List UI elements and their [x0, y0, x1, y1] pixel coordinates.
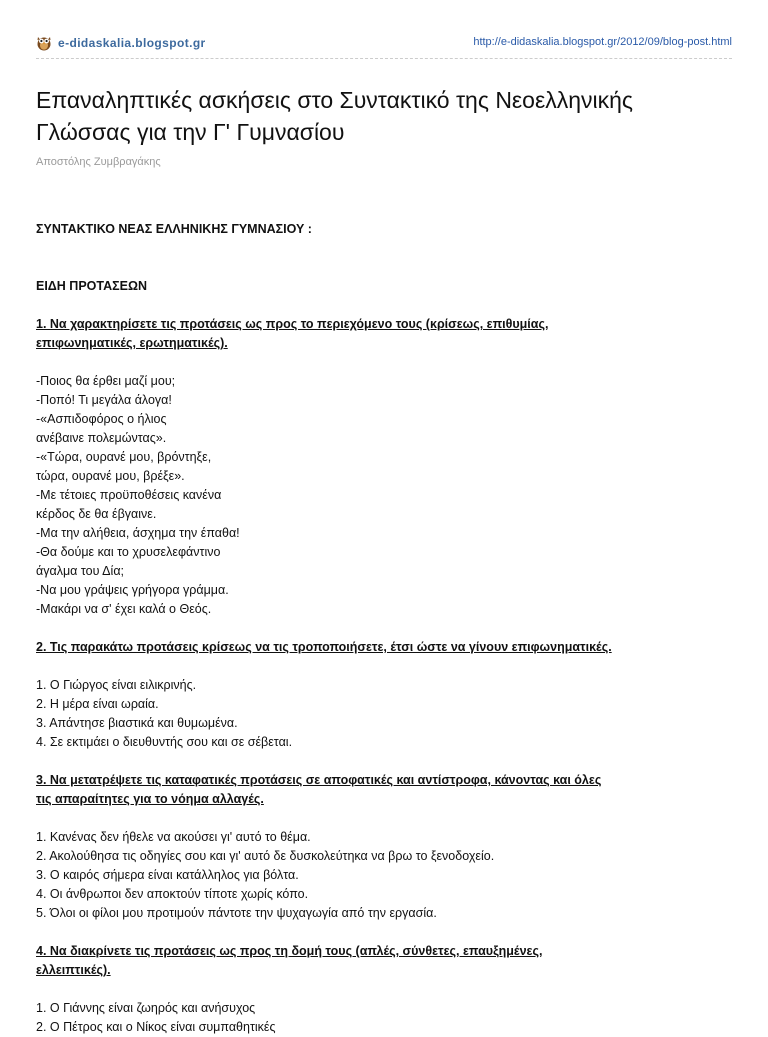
list-item: -Ποπό! Τι μεγάλα άλογα!: [36, 393, 172, 407]
list-item: -Μακάρι να σ' έχει καλά ο Θεός.: [36, 602, 212, 616]
list-item: 5. Όλοι οι φίλοι μου προτιμούν πάντοτε την ψυχαγωγία από την εργασία.: [36, 906, 437, 920]
page-header: [36, 34, 732, 58]
list-item: 3. Απάντησε βιαστικά και θυμωμένα.: [36, 716, 238, 730]
exercise-title-line: 4. Να διακρίνετε τις προτάσεις ως προς τη δομή τους (απλές, σύνθετες, επαυξημένες,: [36, 944, 543, 958]
post-title: [36, 84, 736, 148]
owl-logo-icon: [36, 34, 52, 51]
list-item: 4. Οι άνθρωποι δεν αποκτούν τίποτε χωρίς κόπο.: [36, 887, 309, 901]
section-heading-sentence-types: ΕΙΔΗ ΠΡΟΤΑΣΕΩΝ: [36, 279, 148, 293]
list-item: 2. Ο Πέτρος και ο Νίκος είναι συμπαθητικές: [36, 1020, 276, 1034]
list-item: -«Τώρα, ουρανέ μου, βρόντηξε,: [36, 450, 212, 464]
post-title-line-2: Γλώσσας για την Γ' Γυμνασίου: [36, 119, 345, 145]
list-item: ανέβαινε πολεμώντας».: [36, 431, 167, 445]
exercise-1-list: [36, 372, 736, 619]
list-item: κέρδος δε θα έβγαινε.: [36, 507, 157, 521]
list-item: -Να μου γράψεις γρήγορα γράμμα.: [36, 583, 229, 597]
section-heading-syntax: ΣΥΝΤΑΚΤΙΚΟ ΝΕΑΣ ΕΛΛΗΝΙΚΗΣ ΓΥΜΝΑΣΙΟΥ :: [36, 222, 312, 236]
exercise-2-list: [36, 676, 736, 752]
list-item: -«Ασπιδοφόρος ο ήλιος: [36, 412, 167, 426]
list-item: -Θα δούμε και το χρυσελεφάντινο: [36, 545, 221, 559]
exercise-title-line: 1. Να χαρακτηρίσετε τις προτάσεις ως προς το περιεχόμενο τους (κρίσεως, επιθυμίας,: [36, 317, 549, 331]
site-brand[interactable]: [36, 34, 206, 51]
list-item: τώρα, ουρανέ μου, βρέξε».: [36, 469, 185, 483]
post-content: [36, 220, 736, 1037]
list-item: 1. Ο Γιάννης είναι ζωηρός και ανήσυχος: [36, 1001, 256, 1015]
exercise-1-title: [36, 315, 736, 353]
exercise-title-line: ελλειπτικές).: [36, 963, 111, 977]
header-divider: [36, 58, 732, 59]
exercise-title-line: τις απαραίτητες για το νόημα αλλαγές.: [36, 792, 264, 806]
post-author: Αποστόλης Ζυμβραγάκης: [36, 156, 161, 168]
exercise-title-line: επιφωνηματικές, ερωτηματικές).: [36, 336, 228, 350]
list-item: άγαλμα του Δία;: [36, 564, 125, 578]
site-name-link[interactable]: e-didaskalia.blogspot.gr: [58, 35, 206, 50]
list-item: -Ποιος θα έρθει μαζί μου;: [36, 374, 176, 388]
exercise-3-list: [36, 828, 736, 923]
list-item: 4. Σε εκτιμάει ο διευθυντής σου και σε σέβεται.: [36, 735, 293, 749]
exercise-title-line: 3. Να μετατρέψετε τις καταφατικές προτάσεις σε αποφατικές και αντίστροφα, κάνοντας και όλες: [36, 773, 602, 787]
list-item: 3. Ο καιρός σήμερα είναι κατάλληλος για βόλτα.: [36, 868, 299, 882]
list-item: -Με τέτοιες προϋποθέσεις κανένα: [36, 488, 222, 502]
list-item: 2. Ακολούθησα τις οδηγίες σου και γι' αυτό δε δυσκολεύτηκα να βρω το ξενοδοχείο.: [36, 849, 495, 863]
exercise-2-title: 2. Τις παρακάτω προτάσεις κρίσεως να τις τροποποιήσετε, έτσι ώστε να γίνουν επιφωνηματικές.: [36, 640, 612, 654]
exercise-4-title: [36, 942, 736, 980]
list-item: 1. Ο Γιώργος είναι ειλικρινής.: [36, 678, 197, 692]
list-item: -Μα την αλήθεια, άσχημα την έπαθα!: [36, 526, 240, 540]
post-url-link[interactable]: http://e-didaskalia.blogspot.gr/2012/09/blog-post.html: [473, 36, 732, 48]
exercise-4-list: [36, 999, 736, 1037]
list-item: 1. Κανένας δεν ήθελε να ακούσει γι' αυτό το θέμα.: [36, 830, 311, 844]
post-title-line-1: Επαναληπτικές ασκήσεις στο Συντακτικό της Νεοελληνικής: [36, 87, 634, 113]
list-item: 2. Η μέρα είναι ωραία.: [36, 697, 159, 711]
exercise-3-title: [36, 771, 736, 809]
